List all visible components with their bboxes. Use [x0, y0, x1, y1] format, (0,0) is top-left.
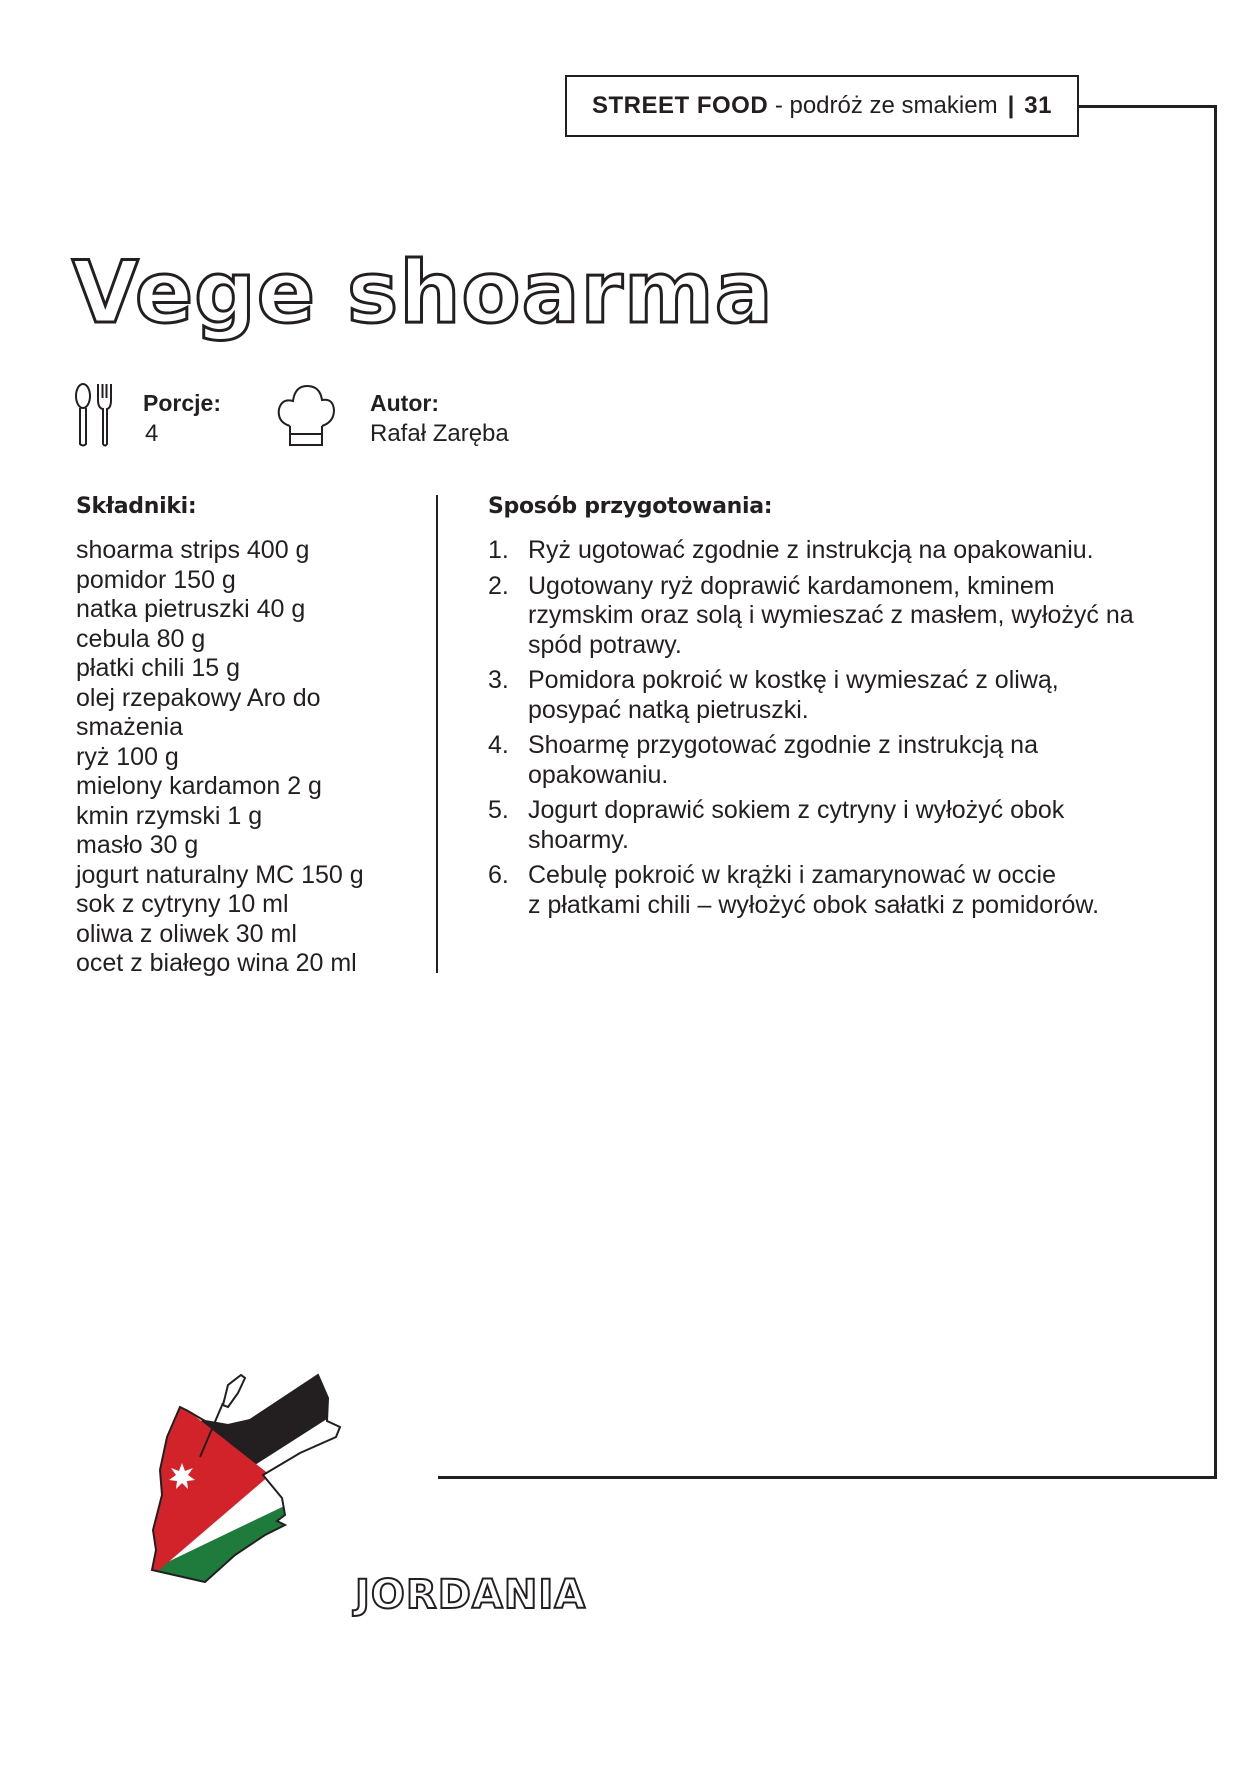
- column-divider: [436, 495, 438, 973]
- step-number: 4.: [488, 731, 509, 759]
- ingredient-line: jogurt naturalny MC 150 g: [76, 860, 364, 889]
- step-text-line: z płatkami chili – wyłożyć obok sałatki z pomidorów.: [528, 890, 1100, 919]
- page-number: 31: [1024, 92, 1052, 119]
- ingredients-list: [76, 536, 416, 979]
- ingredient-line: olej rzepakowy Aro do: [76, 683, 321, 712]
- ingredient-line: mielony kardamon 2 g: [76, 772, 322, 800]
- step-text: [528, 572, 1148, 661]
- frame-top-line: [1079, 105, 1216, 108]
- chef-hat-icon: [276, 382, 336, 448]
- ingredient-line: sok z cytryny 10 ml: [76, 890, 289, 918]
- jordan-flag-map: [140, 1365, 350, 1590]
- method-step: [488, 731, 1148, 790]
- method-steps-list: [488, 536, 1148, 926]
- method-heading: Sposób przygotowania:: [488, 494, 773, 519]
- ingredients-heading: Składniki:: [76, 494, 197, 519]
- method-step: [488, 536, 1148, 566]
- author-label: Autor:: [370, 390, 439, 416]
- step-text: [528, 666, 1148, 725]
- step-text-line: Ryż ugotować zgodnie z instrukcją na opakowaniu.: [528, 536, 1094, 564]
- series-title: STREET FOOD: [591, 92, 769, 119]
- step-text-line: shoarmy.: [528, 825, 629, 854]
- method-step: [488, 796, 1148, 855]
- cutlery-icon: [74, 382, 112, 448]
- recipe-title: Vege shoarma: [72, 243, 774, 343]
- step-number: 1.: [488, 536, 509, 564]
- step-number: 2.: [488, 571, 509, 600]
- step-text-line: Pomidora pokroić w kostkę i wymieszać z oliwą,: [528, 666, 1059, 694]
- ingredient-line: kmin rzymski 1 g: [76, 801, 263, 830]
- servings-label: Porcje:: [143, 390, 221, 416]
- ingredient-line: shoarma strips 400 g: [76, 536, 310, 564]
- step-text: [528, 861, 1148, 920]
- method-step: [488, 572, 1148, 661]
- step-text: [528, 796, 1148, 855]
- step-text-line: rzymskim oraz solą i wymieszać z masłem, wyłożyć na: [528, 601, 1134, 629]
- step-text-line: Jogurt doprawić sokiem z cytryny i wyłożyć obok: [528, 796, 1065, 824]
- step-number: 6.: [488, 861, 509, 889]
- step-text-line: Shoarmę przygotować zgodnie z instrukcją na: [528, 731, 1038, 759]
- ingredient-line: smażenia: [76, 713, 183, 741]
- series-subtitle: - podróż ze smakiem: [774, 92, 998, 119]
- ingredient-line: ocet z białego wina 20 ml: [76, 949, 357, 977]
- method-step: [488, 861, 1148, 920]
- author-value: Rafał Zaręba: [370, 420, 509, 447]
- step-text-line: spód potrawy.: [528, 630, 682, 659]
- step-text: [528, 536, 1148, 566]
- step-text: [528, 731, 1148, 790]
- ingredient-line: oliwa z oliwek 30 ml: [76, 919, 297, 948]
- method-step: [488, 666, 1148, 725]
- step-number: 5.: [488, 796, 509, 824]
- frame-right-line: [1214, 105, 1217, 1478]
- step-text-line: Cebulę pokroić w krążki i zamarynować w occie: [528, 861, 1056, 889]
- step-text-line: Ugotowany ryż doprawić kardamonem, kminem: [528, 571, 1055, 600]
- ingredient-line: natka pietruszki 40 g: [76, 595, 306, 623]
- country-name: JORDANIA: [355, 1572, 587, 1618]
- ingredient-line: pomidor 150 g: [76, 565, 236, 594]
- header-separator: |: [1007, 92, 1015, 119]
- header-tab: [565, 75, 1079, 137]
- frame-bottom-line: [438, 1476, 1217, 1479]
- ingredient-line: cebula 80 g: [76, 624, 206, 653]
- step-number: 3.: [488, 666, 509, 694]
- step-text-line: opakowaniu.: [528, 760, 669, 789]
- servings-value: 4: [145, 420, 159, 447]
- ingredient-line: ryż 100 g: [76, 742, 179, 771]
- ingredient-line: masło 30 g: [76, 831, 199, 859]
- ingredient-line: płatki chili 15 g: [76, 654, 240, 682]
- step-text-line: posypać natką pietruszki.: [528, 695, 809, 724]
